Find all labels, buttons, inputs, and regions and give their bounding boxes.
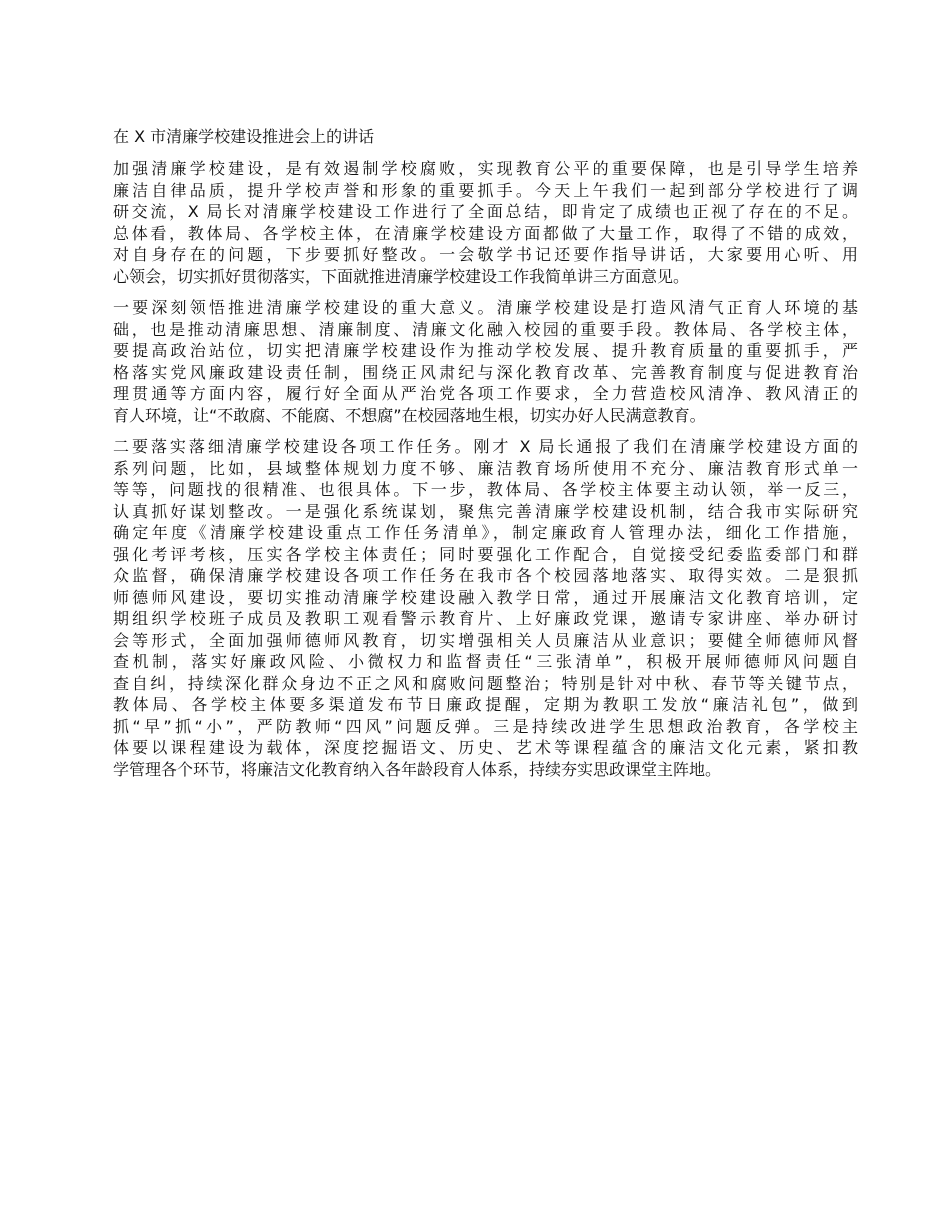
- text-line: 心领会，切实抓好贯彻落实，下面就推进清廉学校建设工作我简单讲三方面意见。: [113, 266, 690, 286]
- text-line: 会等形式，全面加强师德师风教育，切实增强相关人员廉洁从业意识；要健全师德师风督: [113, 630, 858, 650]
- text-line: 廉洁自律品质，提升学校声誉和形象的重要抓手。今天上午我们一起到部分学校进行了调: [113, 180, 858, 200]
- document-title: 在 X 市清廉学校建设推进会上的讲话: [113, 127, 375, 146]
- text-line: 础，也是推动清廉思想、清廉制度、清廉文化融入校园的重要手段。教体局、各学校主体，: [113, 319, 858, 339]
- text-line: 要提高政治站位，切实把清廉学校建设作为推动学校发展、提升教育质量的重要抓手，严: [113, 341, 858, 360]
- text-line: 确定年度《清廉学校建设重点工作任务清单》，制定廉政育人管理办法，细化工作措施，: [113, 523, 858, 542]
- text-line: 教体局、各学校主体要多渠道发布节日廉政提醒，定期为教职工发放“廉洁礼包”，做到: [113, 695, 858, 714]
- text-line: 理贯通等方面内容，履行好全面从严治党各项工作要求，全力营造校风清净、教风清正的: [113, 384, 858, 403]
- text-line: 查机制，落实好廉政风险、小微权力和监督责任“三张清单”，积极开展师德师风问题自: [113, 652, 858, 671]
- paragraph-significance: [113, 297, 858, 426]
- text-line: 体要以课程建设为载体，深度挖掘语文、历史、艺术等课程蕴含的廉洁文化元素，紧扣教: [113, 738, 858, 757]
- text-line: 抓“早”抓“小”，严防教师“四风”问题反弹。三是持续改进学生思想政治教育，各学校主: [113, 716, 858, 736]
- text-line: 加强清廉学校建设，是有效遏制学校腐败，实现教育公平的重要保障，也是引导学生培养: [113, 159, 858, 178]
- text-line: 格落实党风廉政建设责任制，围绕正风肃纪与深化教育改革、完善教育制度与促进教育治: [113, 362, 858, 382]
- text-line: 查自纠，持续深化群众身边不正之风和腐败问题整治；特别是针对中秋、春节等关键节点，: [113, 673, 858, 693]
- text-line: 二要落实落细清廉学校建设各项工作任务。刚才 X 局长通报了我们在清廉学校建设方面的: [113, 437, 858, 456]
- text-line: 研交流，X 局长对清廉学校建设工作进行了全面总结，即肯定了成绩也正视了存在的不足。: [113, 202, 858, 221]
- text-line: 系列问题，比如，县域整体规划力度不够、廉洁教育场所使用不充分、廉洁教育形式单一: [113, 458, 858, 478]
- text-line: 师德师风建设，要切实推动清廉学校建设融入教学日常，通过开展廉洁文化教育培训，定: [113, 587, 858, 607]
- text-line: 期组织学校班子成员及教职工观看警示教育片、上好廉政党课，邀请专家讲座、举办研讨: [113, 609, 858, 628]
- document-page: [113, 126, 858, 790]
- text-line: 认真抓好谋划整改。一是强化系统谋划，聚焦完善清廉学校建设机制，结合我市实际研究: [113, 501, 858, 521]
- text-line: 强化考评考核，压实各学校主体责任；同时要强化工作配合，自觉接受纪委监委部门和群: [113, 544, 858, 564]
- text-line: 育人环境，让“不敢腐、不能腐、不想腐”在校园落地生根，切实办好人民满意教育。: [113, 405, 706, 425]
- paragraph-tasks: [113, 436, 858, 780]
- text-line: 等等，问题找的很精准、也很具体。下一步，教体局、各学校主体要主动认领，举一反三，: [113, 480, 858, 499]
- paragraph-intro: [113, 158, 858, 287]
- text-line: 总体看，教体局、各学校主体，在清廉学校建设方面都做了大量工作，取得了不错的成效，: [113, 223, 858, 243]
- text-line: 对自身存在的问题，下步要抓好整改。一会敬学书记还要作指导讲话，大家要用心听、用: [113, 245, 858, 264]
- text-line: 学管理各个环节，将廉洁文化教育纳入各年龄段育人体系，持续夯实思政课堂主阵地。: [113, 759, 722, 779]
- text-line: 众监督，确保清廉学校建设各项工作任务在我市各个校园落地落实、取得实效。二是狠抓: [113, 566, 858, 585]
- text-line: 一要深刻领悟推进清廉学校建设的重大意义。清廉学校建设是打造风清气正育人环境的基: [113, 298, 858, 317]
